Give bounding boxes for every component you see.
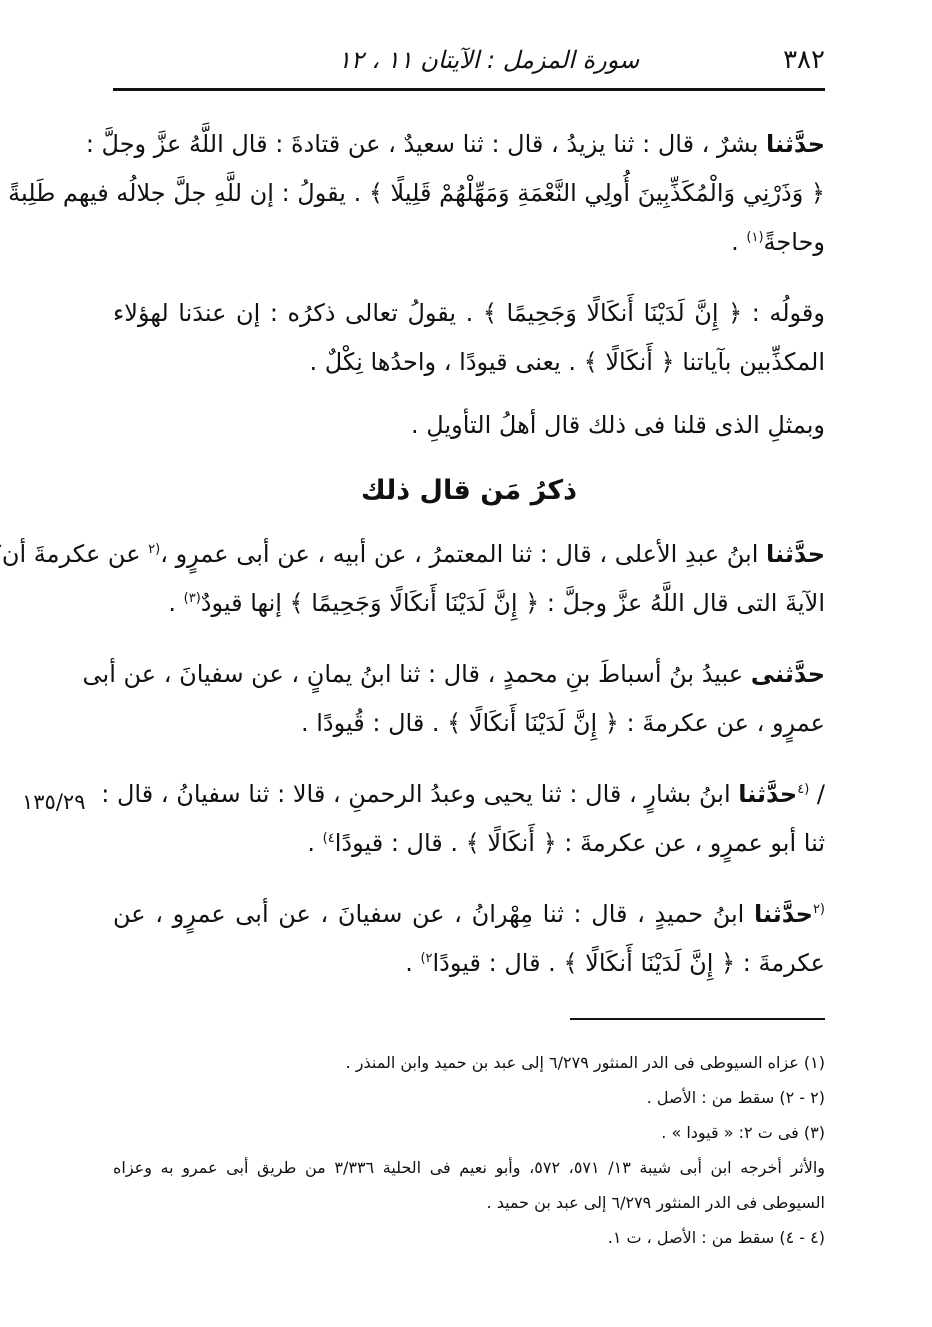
footnotes bbox=[113, 1045, 825, 1255]
footnote-3: (٣) فى ت ٢: « قيودا » . bbox=[661, 1123, 825, 1142]
hadith-lead: حدَّثنا bbox=[753, 900, 813, 928]
footnote-2: (٢ - ٢) سقط من : الأصل . bbox=[646, 1088, 825, 1107]
footnote-ref: (١) bbox=[746, 230, 764, 245]
paragraph-7 bbox=[113, 890, 825, 988]
page-header bbox=[113, 40, 825, 90]
footnote-ref: (٤ bbox=[797, 782, 810, 797]
text-line: / $^{(٤}$حدَّثنا ابنُ بشارٍ ، قال : ثنا يحيى وعبدُ الرحمنِ ، قالا : ثنا سفيانُ ، قال : bbox=[101, 780, 825, 808]
text-line: الآيةَ التى قال اللَّهُ عزَّ وجلَّ : ﴿ إِنَّ لَدَيْنَا أَنكَالًا وَجَحِيمًا ﴾ إنها قيودٌ$^{(٣)}$ . bbox=[168, 589, 825, 617]
text-line: حدَّثنى عبيدُ بنُ أسباطَ بنِ محمدٍ ، قال : ثنا ابنُ يمانٍ ، عن سفيانَ ، عن أبى bbox=[82, 660, 825, 688]
paragraph-5 bbox=[82, 650, 825, 748]
footnote-ref: ٤) bbox=[322, 831, 335, 846]
text-line: عمرٍو ، عن عكرمةَ : ﴿ إِنَّ لَدَيْنَا أَنكَالًا ﴾ . قال : قُيودًا . bbox=[301, 709, 825, 737]
footnote-3-continuation: والأثر أخرجه ابن أبى شيبة ١٣/ ٥٧١، ٥٧٢، وأبو نعيم فى الحلية ٣/٣٣٦ من طريق أبى عمرو به وعزاه bbox=[113, 1158, 826, 1177]
paragraph-4 bbox=[1, 530, 825, 628]
text-line: وحاجةً$^{(١)}$ . bbox=[731, 228, 825, 256]
hadith-lead: حدَّثنى bbox=[750, 660, 825, 688]
text-line: حدَّثنا ابنُ عبدِ الأعلى ، قال : ثنا المعتمرُ ، عن أبيه ، عن أبى عمرٍو ،$^{(٢}$ عن عكرمةَ أن bbox=[113, 530, 825, 579]
running-title: سورة المزمل : الآيتان ١١ ، ١٢ bbox=[338, 46, 640, 74]
hadith-lead: حدَّثنا bbox=[738, 780, 798, 808]
text-line: عكرمةَ : ﴿ إِنَّ لَدَيْنَا أَنكَالًا ﴾ . قال : قيودًا$^{٢)}$ . bbox=[405, 949, 825, 977]
paragraph-6 bbox=[101, 770, 825, 868]
footnote-1: (١) عزاه السيوطى فى الدر المنثور ٦/٢٧٩ إلى عبد بن حميد وابن المنذر . bbox=[345, 1053, 825, 1072]
paragraph-2 bbox=[113, 289, 825, 387]
page-number: ٣٨٢ bbox=[783, 45, 825, 75]
footnote-ref: ٢) bbox=[420, 951, 433, 966]
footnote-ref: (٢ bbox=[812, 902, 825, 917]
footnote-4: (٤ - ٤) سقط من : الأصل ، ت ١. bbox=[607, 1228, 825, 1247]
text-line: ﴿ وَذَرْنِي وَالْمُكَذِّبِينَ أُولِي النَّعْمَةِ وَمَهِّلْهُمْ قَلِيلًا ﴾ . يقولُ : إن للَّهِ جلَّ جلالُه فيهم طَلِبةً bbox=[8, 179, 825, 207]
footnote-ref: (٣) bbox=[183, 591, 201, 606]
margin-volume-reference: ١٣٥/٢٩ bbox=[22, 790, 86, 814]
text-line: حدَّثنا بشرٌ ، قال : ثنا يزيدُ ، قال : ثنا سعيدٌ ، عن قتادةَ : قال اللَّهُ عزَّ وجلَّ : bbox=[85, 130, 825, 158]
paragraph-3 bbox=[113, 401, 825, 450]
footnote-ref: (٢ bbox=[148, 542, 161, 557]
text-line: المكذِّبين بآياتنا ﴿ أَنكَالًا ﴾ . يعنى قيودًا ، واحدُها نِكْلٌ . bbox=[309, 348, 825, 376]
footnote-3-continuation-end: السيوطى فى الدر المنثور ٦/٢٧٩ إلى عبد بن حميد . bbox=[486, 1193, 825, 1212]
text-line: ثنا أبو عمرٍو ، عن عكرمةَ : ﴿ أَنكَالًا ﴾ . قال : قيودًا$^{٤)}$ . bbox=[307, 829, 825, 857]
text-line: $^{(٢}$حدَّثنا ابنُ حميدٍ ، قال : ثنا مِهْرانُ ، عن سفيانَ ، عن أبى عمرٍو ، عن bbox=[113, 900, 825, 928]
hadith-lead: حدَّثنا bbox=[766, 130, 825, 158]
text-line: وبمثلِ الذى قلنا فى ذلك قال أهلُ التأويلِ . bbox=[411, 411, 825, 439]
footnote-rule bbox=[570, 1018, 825, 1020]
hadith-lead: حدَّثنا bbox=[766, 540, 825, 568]
section-heading: ذكرُ مَن قال ذلك bbox=[361, 475, 577, 506]
paragraph-1 bbox=[8, 120, 825, 267]
text-line: وقولُه : ﴿ إِنَّ لَدَيْنَا أَنكَالًا وَجَحِيمًا ﴾ . يقولُ تعالى ذكرُه : إن عندَنا لهؤلاء bbox=[113, 299, 825, 327]
header-rule bbox=[113, 88, 825, 91]
